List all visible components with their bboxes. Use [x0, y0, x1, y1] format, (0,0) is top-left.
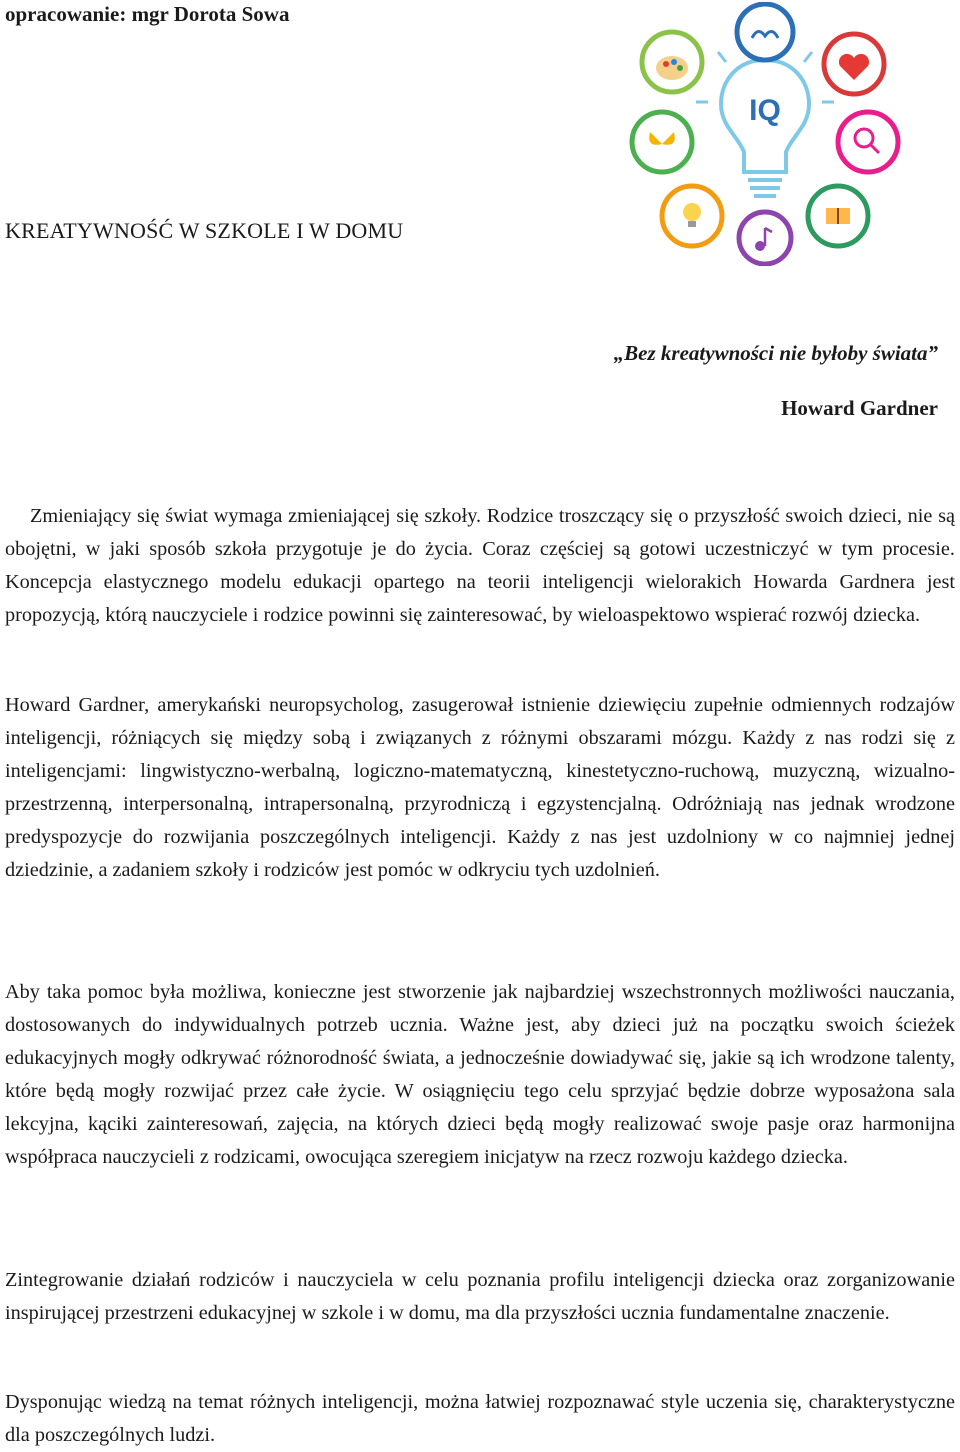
musical-circle [739, 212, 791, 264]
motto-quote: „Bez kreatywności nie byłoby świata” [613, 341, 938, 365]
multiple-intelligences-graphic [626, 2, 904, 266]
paragraph: Zintegrowanie działań rodziców i nauczyciela w celu poznania profilu inteligencji dziecka oraz zorganizowanie inspirującej przestrzeni edukacyjnej w szkole i w domu, ma dla przyszłości ucznia fundamentalne znaczenie. [5, 1269, 955, 1324]
linguistic-circle [808, 186, 868, 246]
naturalist-circle [632, 112, 692, 172]
paragraph: Aby taka pomoc była możliwa, konieczne jest stworzenie jak najbardziej wszechstronnych możliwości nauczania, dostosowanych do indywidualnych potrzeb ucznia. Ważne jest, aby dzieci już na początku swoich ścieżek edukacyjnych mogły odkrywać różnorodność świata, a jednocześnie dowiadywać się, jakie są ich wrodzone talenty, które będą mogły rozwijać przez całe życie. W osiągnięciu tego celu sprzyjać będzie dobrze wyposażona sala lekcyjna, kąciki zainteresowań, zajęcia, na których dzieci będą mogły realizować swoje pasje oraz harmonijna współpraca nauczycieli z rodzicami, owocująca szeregiem inicjatyw na rzecz rozwoju każdego dziecka. [5, 981, 955, 1168]
palette-icon [656, 56, 688, 80]
interpersonal-circle [824, 34, 884, 94]
paragraph: Dysponując wiedzą na temat różnych inteligencji, można łatwiej rozpoznawać style uczenia się, charakterystyczne dla poszczególnych ludzi. [5, 1391, 955, 1446]
bodily-kinesthetic-circle [737, 4, 793, 60]
intrapersonal-circle [838, 112, 898, 172]
iq-label: IQ [749, 94, 781, 127]
logical-mathematical-circle [662, 186, 722, 246]
music-note-icon [755, 241, 765, 251]
motto-author: Howard Gardner [781, 396, 938, 420]
author-line: opracowanie: mgr Dorota Sowa [5, 2, 290, 26]
lightbulb-icon [683, 203, 701, 221]
paragraph: Zmieniający się świat wymaga zmieniającej się szkoły. Rodzice troszczący się o przyszłość swoich dzieci, nie są obojętni, w jaki sposób szkoła przygotuje je do życia. Coraz częściej są gotowi uczestniczyć w tym procesie. Koncepcja elastycznego modelu edukacji opartego na teorii inteligencji wielorakich Howarda Gardnera jest propozycją, którą nauczyciele i rodzice powinni się zainteresować, by wieloaspektowo wspierać rozwój dziecka. [5, 505, 955, 626]
spatial-circle [642, 32, 702, 92]
document-title: KREATYWNOŚĆ W SZKOLE I W DOMU [5, 218, 404, 243]
paragraph: Howard Gardner, amerykański neuropsycholog, zasugerował istnienie dziewięciu zupełnie odmiennych rodzajów inteligencji, różniących się między sobą i związanych z różnymi obszarami mózgu. Każdy z nas rodzi się z inteligencjami: lingwistyczno-werbalną, logiczno-matematyczną, kinestetyczno-ruchową, muzyczną, wizualno-przestrzenną, interpersonalną, intrapersonalną, przyrodniczą i egzystencjalną. Odróżniają nas jednak wrodzone predyspozycje do rozwijania poszczególnych inteligencji. Każdy z nas jest uzdolniony w co najmniej jednej dziedzinie, a zadaniem szkoły i rodziców jest pomóc w odkryciu tych uzdolnień. [5, 694, 955, 881]
